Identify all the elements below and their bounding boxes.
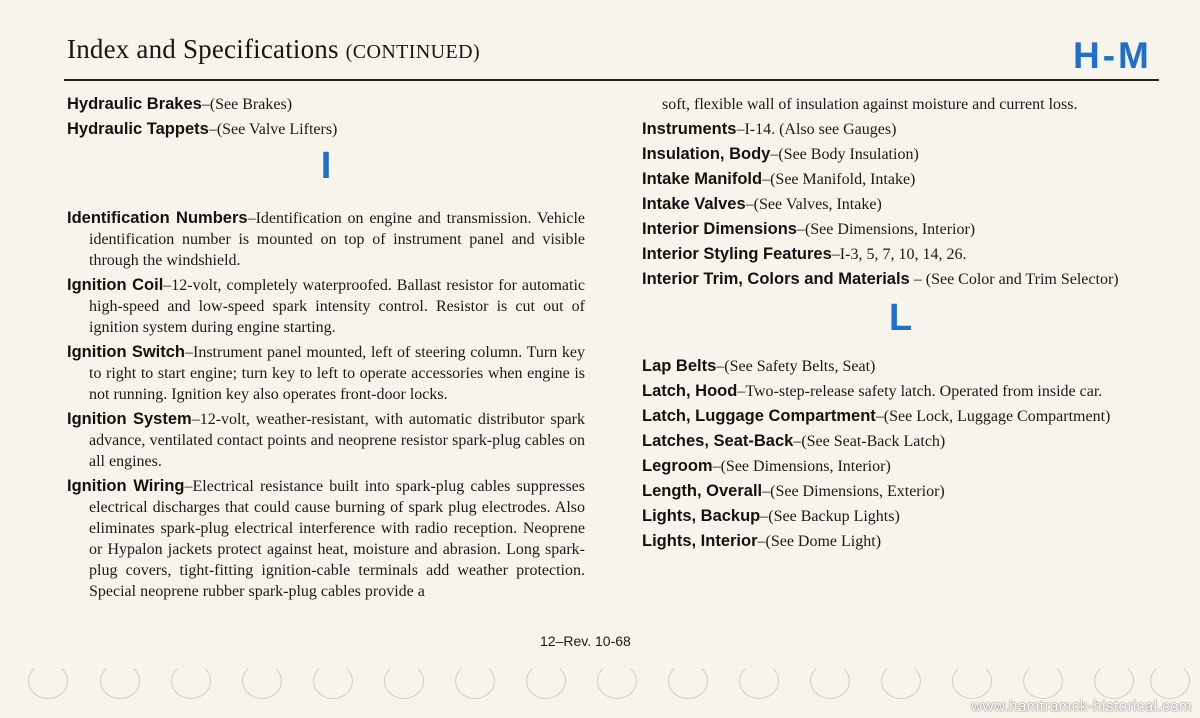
- binder-hole: [1150, 663, 1190, 699]
- entry-term: Insulation, Body: [642, 145, 771, 163]
- binder-hole: [597, 663, 637, 699]
- entry-text: –(See Safety Belts, Seat): [716, 358, 876, 375]
- entry-text: –12-volt, completely waterproofed. Ballast resistor for automatic high-speed and low-speed spark intensity control. Resistor is cut out of ignition system during engine starting.: [89, 277, 586, 336]
- entry-term: Lights, Backup: [642, 507, 761, 525]
- entry-term: Legroom: [642, 457, 713, 475]
- binder-hole: [313, 663, 353, 699]
- binder-hole: [455, 663, 495, 699]
- entry-text: –(See Brakes): [201, 96, 293, 113]
- index-entry: [642, 531, 1159, 552]
- entry-term: Lap Belts: [642, 357, 717, 375]
- entry-term: Instruments: [642, 120, 737, 138]
- index-entry: [642, 456, 1159, 477]
- entry-text: –(See Manifold, Intake): [762, 171, 916, 188]
- index-entry: [67, 275, 585, 338]
- entry-term: Hydraulic Brakes: [67, 95, 202, 113]
- section-letter-i: I: [320, 145, 332, 187]
- entry-term: Hydraulic Tappets: [67, 120, 209, 138]
- section-code: H-M: [1073, 35, 1152, 76]
- entry-term: Ignition Switch: [67, 343, 185, 361]
- binder-hole: [28, 663, 68, 699]
- entry-text: –(See Dimensions, Interior): [712, 458, 891, 475]
- entry-text: –I-14. (Also see Gauges): [736, 121, 897, 138]
- entry-text: –Identification on engine and transmission. Vehicle identification number is mounted on top of instrument panel and visible through the windshield.: [89, 210, 585, 269]
- header-divider: [64, 79, 1159, 81]
- entry-term: Ignition System: [67, 410, 192, 428]
- continued-text: soft, flexible wall of insulation against moisture and current loss.: [662, 96, 1078, 113]
- index-entry: [642, 481, 1159, 502]
- entry-text: –Instrument panel mounted, left of steering column. Turn key to right to start engine; turn key to left to operate accessories when engine is not running. Ignition key also operates front-door locks.: [89, 344, 585, 403]
- entry-text: – (See Color and Trim Selector): [909, 271, 1119, 288]
- entry-text: –(See Body Insulation): [770, 146, 919, 163]
- index-entry: [67, 208, 585, 271]
- page-title-continued: (CONTINUED): [345, 41, 481, 63]
- index-entry: [642, 356, 1159, 377]
- watermark: www.hamtramck-historical.com: [971, 698, 1192, 715]
- entry-term: Intake Manifold: [642, 170, 763, 188]
- entry-term: Ignition Wiring: [67, 477, 185, 495]
- page-title: [67, 34, 480, 65]
- entry-text: –(See Dimensions, Interior): [796, 221, 976, 238]
- index-entry: [642, 119, 1159, 140]
- entry-text: –(See Valve Lifters): [208, 121, 338, 138]
- entry-term: Lights, Interior: [642, 532, 758, 550]
- binder-hole: [668, 663, 708, 699]
- entry-term: Interior Trim, Colors and Materials: [642, 270, 910, 288]
- index-entry: [642, 169, 1159, 190]
- entry-term: Interior Styling Features: [642, 245, 832, 263]
- index-entry: [642, 506, 1159, 527]
- index-entry: [642, 144, 1159, 165]
- index-entry: [67, 409, 585, 472]
- index-entry: [67, 476, 585, 602]
- entry-term: Interior Dimensions: [642, 220, 797, 238]
- binder-hole: [810, 663, 850, 699]
- entry-text: –Electrical resistance built into spark-plug cables suppresses electrical discharges that could cause burning of spark plug electrodes. Also eliminates spark-plug electrical interference with radio reception. Neoprene or Hypalon jackets protect against heat, moisture and abrasion. Long spark-plug covers, tight-fitting ignition-cable terminals add weather protection. Special neoprene rubber spark-plug cables provide a: [89, 478, 585, 600]
- binder-hole: [100, 663, 140, 699]
- entry-text: –(See Backup Lights): [760, 508, 900, 525]
- entry-text: –(See Dimensions, Exterior): [762, 483, 945, 500]
- index-entry: [67, 94, 585, 115]
- page-title-text: Index and Specifications: [67, 34, 339, 64]
- binder-hole: [1023, 663, 1063, 699]
- index-entry: [67, 342, 585, 405]
- index-entry: [67, 119, 585, 140]
- entry-text: –(See Dome Light): [757, 533, 882, 550]
- entry-term: Length, Overall: [642, 482, 763, 500]
- index-entry: [642, 194, 1159, 215]
- entry-text: –Two-step-release safety latch. Operated from inside car.: [737, 383, 1103, 400]
- right-column: [642, 94, 1159, 556]
- entry-term: Latch, Luggage Compartment: [642, 407, 876, 425]
- binder-hole: [881, 663, 921, 699]
- binder-hole: [952, 663, 992, 699]
- index-entry: [642, 244, 1159, 265]
- index-entry: [642, 219, 1159, 240]
- entry-text: –12-volt, weather-resistant, with automatic distributor spark advance, ventilated contact points and neoprene resistor spark-plug cables on all engines.: [89, 411, 585, 470]
- index-entry: [642, 381, 1159, 402]
- binder-hole: [171, 663, 211, 699]
- binder-hole: [739, 663, 779, 699]
- entry-text: –I-3, 5, 7, 10, 14, 26.: [831, 246, 967, 263]
- entry-text: –(See Lock, Luggage Compartment): [875, 408, 1111, 425]
- entry-text: –(See Valves, Intake): [745, 196, 882, 213]
- binder-hole: [242, 663, 282, 699]
- entry-term: Intake Valves: [642, 195, 746, 213]
- binder-hole: [1094, 663, 1134, 699]
- binder-hole: [384, 663, 424, 699]
- entry-term: Ignition Coil: [67, 276, 164, 294]
- entry-text: –(See Seat-Back Latch): [793, 433, 946, 450]
- entry-term: Latch, Hood: [642, 382, 738, 400]
- index-entry: [642, 406, 1159, 427]
- left-column: [67, 94, 585, 606]
- page-number: 12–Rev. 10-68: [540, 633, 631, 649]
- binder-hole: [526, 663, 566, 699]
- index-entry: [642, 431, 1159, 452]
- entry-term: Latches, Seat-Back: [642, 432, 794, 450]
- index-entry: [642, 269, 1159, 290]
- entry-term: Identification Numbers: [67, 209, 248, 227]
- section-letter-l: L: [888, 297, 913, 339]
